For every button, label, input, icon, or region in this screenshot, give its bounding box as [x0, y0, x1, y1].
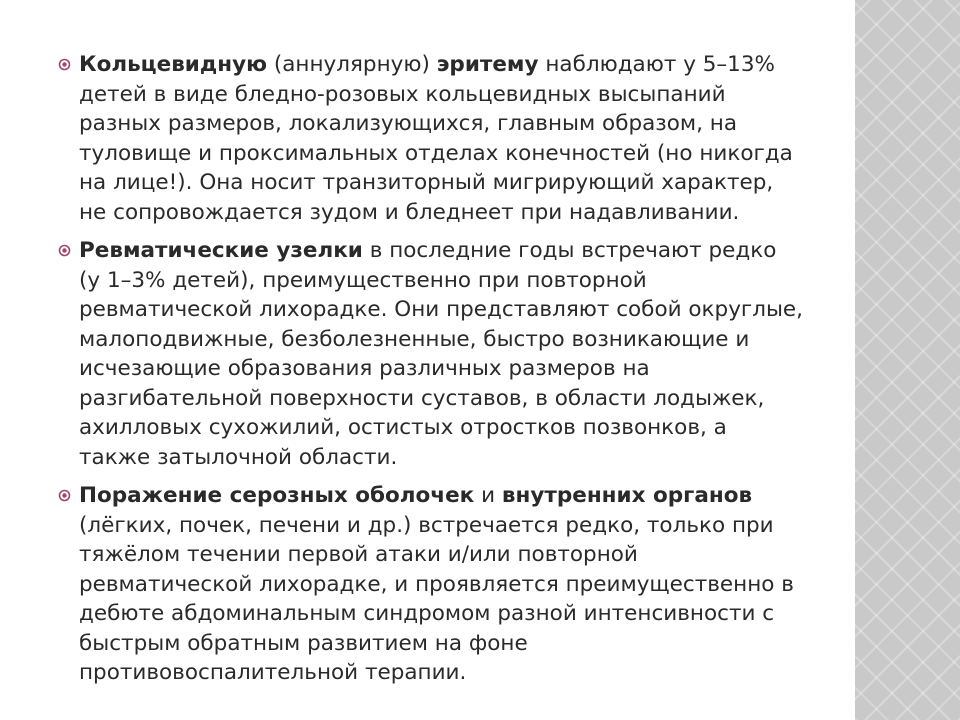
bullet-text: и — [474, 483, 502, 508]
bullet-item-annular-erythema — [58, 50, 803, 227]
term-annular: Кольцевидную — [79, 52, 268, 77]
ring-bullet-icon — [58, 244, 71, 257]
ring-bullet-icon — [58, 58, 71, 71]
term-serous-membranes: Поражение серозных оболочек — [79, 483, 475, 508]
bullet-item-serous-membranes — [58, 481, 803, 688]
slide-body — [58, 50, 803, 697]
decorative-side-panel — [855, 0, 960, 720]
ring-bullet-icon — [58, 489, 71, 502]
bullet-text: (лёгких, почек, печени и др.) встречается редко, только при тяжёлом течении первой атаки и/или повторной ревматической лихорадке, и проявляется преимущественно в дебюте абдоминальным синдромом разной интенсивности с быстрым обратным развитием на фоне противовоспалительной терапии. — [79, 512, 794, 685]
bullet-text: (аннулярную) — [267, 52, 437, 77]
term-internal-organs: внутренних органов — [501, 483, 753, 508]
term-rheumatic-nodules: Ревматические узелки — [79, 238, 363, 263]
term-erythema: эритему — [436, 52, 539, 77]
bullet-item-rheumatic-nodules — [58, 236, 803, 472]
bullet-text: в последние годы встречают редко (у 1–3% детей), преимущественно при повторной ревматической лихорадке. Они представляют собой округлые, малоподвижные, безболезненные, быстро возникающие и исчезающие образования различных размеров на разгибательной поверхности суставов, в области лодыжек, ахилловых сухожилий, остистых отростков позвонков, а также затылочной области. — [79, 238, 803, 470]
bullet-text: наблюдают у 5–13% детей в виде бледно-розовых кольцевидных высыпаний разных размеров, локализующихся, главным образом, на туловище и проксимальных отделах конечностей (но никогда на лице!). Она носит транзиторный мигрирующий характер, не сопровождается зудом и бледнеет при надавливании. — [79, 52, 793, 225]
